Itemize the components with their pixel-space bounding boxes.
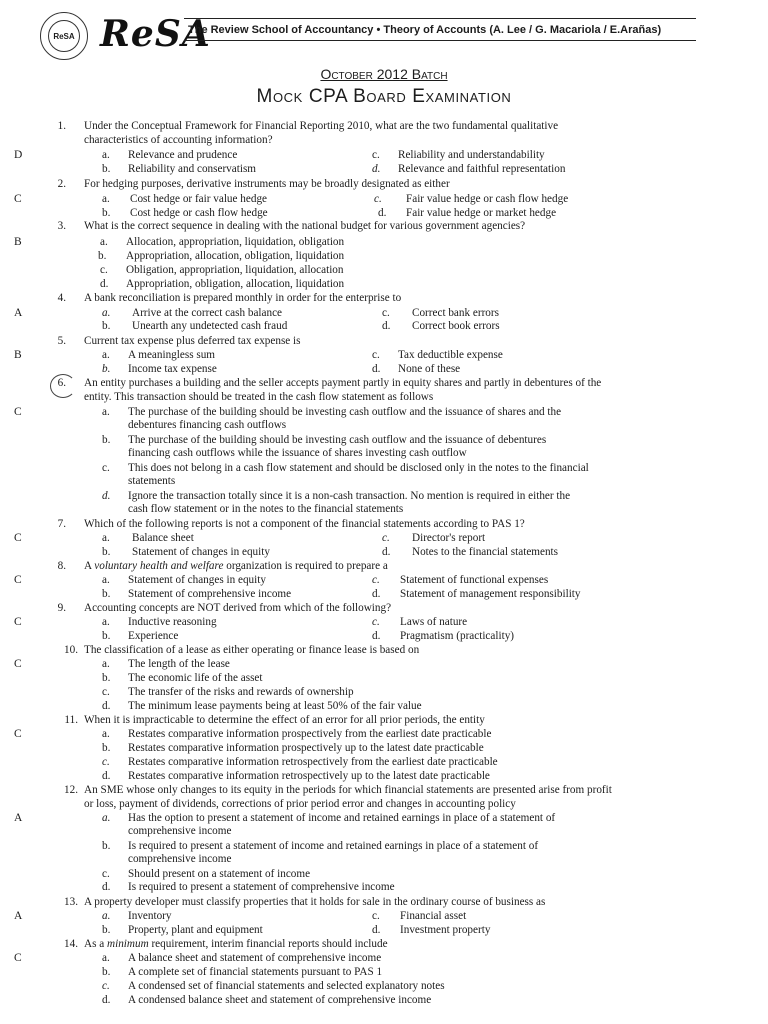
choice-marker: c. xyxy=(372,149,380,161)
choice-text: None of these xyxy=(398,363,461,375)
question-number: 3. xyxy=(57,220,66,232)
answer-key: C xyxy=(14,728,22,740)
question-number: 4. xyxy=(57,292,66,304)
question-text: A bank reconciliation is prepared monthly in order for the enterprise to xyxy=(84,292,402,304)
choice-marker: a. xyxy=(102,910,111,922)
question-text: The classification of a lease as either operating or finance lease is based on xyxy=(84,644,420,656)
choice-marker: d. xyxy=(102,770,111,782)
choice-text: Restates comparative information retrospectively up to the latest date practicable xyxy=(128,770,490,782)
course-name: Theory of Accounts (A. Lee / G. Macariola / E.Arañas) xyxy=(383,24,662,36)
question-text-pre: A xyxy=(84,560,95,572)
choice-marker: a. xyxy=(102,406,110,418)
question-text-italic: minimum xyxy=(107,938,149,950)
question-number: 11. xyxy=(64,714,78,726)
school-name: The Review School of Accountancy xyxy=(188,24,374,36)
question-text-post: requirement, interim financial reports should include xyxy=(148,938,388,950)
batch-title: October 2012 Batch xyxy=(320,66,448,82)
choice-marker: c. xyxy=(100,264,108,276)
header-bullet: • xyxy=(376,24,381,36)
choice-marker: b. xyxy=(102,588,111,600)
choice-marker: c. xyxy=(372,910,380,922)
choice-marker: b. xyxy=(102,546,111,558)
choice-text: A meaningless sum xyxy=(128,349,216,361)
choice-marker: b. xyxy=(102,207,111,219)
choice-text: comprehensive income xyxy=(128,853,232,865)
choice-marker: a. xyxy=(102,532,110,544)
question-text-italic: voluntary health and welfare xyxy=(94,560,224,572)
choice-marker: b. xyxy=(98,250,107,262)
choice-text: financing cash outflows while the issuance of shares investing cash outflow xyxy=(128,447,467,459)
question-number: 12. xyxy=(64,784,78,796)
choice-text: Appropriation, allocation, obligation, liquidation xyxy=(126,250,345,262)
question-text-pre: As a xyxy=(84,938,107,950)
question-text: A property developer must classify properties that it holds for sale in the ordinary course of business as xyxy=(84,896,546,908)
choice-text: Relevance and prudence xyxy=(128,149,238,161)
question-text xyxy=(84,560,388,573)
choice-text: Should present on a statement of income xyxy=(128,868,311,880)
choice-marker: b. xyxy=(102,840,111,852)
answer-key: A xyxy=(14,812,23,824)
choice-marker: d. xyxy=(372,630,381,642)
choice-text: A condensed set of financial statements and selected explanatory notes xyxy=(128,980,445,992)
choice-text: Unearth any undetected cash fraud xyxy=(132,320,288,332)
choice-marker: b. xyxy=(102,630,111,642)
choice-marker: d. xyxy=(372,163,381,175)
question-number: 9. xyxy=(57,602,66,614)
choice-text: comprehensive income xyxy=(128,825,232,837)
choice-marker: d. xyxy=(102,881,111,893)
choice-marker: c. xyxy=(372,574,380,586)
question-text: Under the Conceptual Framework for Financial Reporting 2010, what are the two fundamental qualitative xyxy=(84,120,559,132)
choice-text: Is required to present a statement of income and retained earnings in place of a statement of xyxy=(128,840,539,852)
choice-text: A balance sheet and statement of comprehensive income xyxy=(128,952,382,964)
question-text: For hedging purposes, derivative instruments may be broadly designated as either xyxy=(84,178,450,190)
choice-marker: d. xyxy=(372,588,381,600)
choice-text: Restates comparative information prospectively from the earliest date practicable xyxy=(128,728,492,740)
question-number: 5. xyxy=(57,335,66,347)
question-text: Current tax expense plus deferred tax expense is xyxy=(84,335,301,347)
choice-marker: c. xyxy=(102,462,110,474)
choice-marker: a. xyxy=(102,574,110,586)
choice-text: Statement of comprehensive income xyxy=(128,588,292,600)
question-text-post: organization is required to prepare a xyxy=(223,560,388,572)
choice-text: A complete set of financial statements pursuant to PAS 1 xyxy=(128,966,383,978)
choice-marker: a. xyxy=(102,149,110,161)
choice-marker: a. xyxy=(102,307,111,319)
answer-key: B xyxy=(14,236,22,248)
question-text: An entity purchases a building and the seller accepts payment partly in equity shares and partly in debentures of the xyxy=(84,377,602,389)
choice-text: Statement of functional expenses xyxy=(400,574,549,586)
choice-text: Fair value hedge or cash flow hedge xyxy=(406,193,569,205)
choice-marker: a. xyxy=(102,952,110,964)
choice-text: Ignore the transaction totally since it is a non-cash transaction. No mention is required in either the xyxy=(128,490,571,502)
choice-text: A condensed balance sheet and statement of comprehensive income xyxy=(128,994,432,1006)
choice-marker: c. xyxy=(102,756,110,768)
choice-text: Correct bank errors xyxy=(412,307,499,319)
choice-text: Restates comparative information prospectively up to the latest date practicable xyxy=(128,742,484,754)
question-number: 14. xyxy=(64,938,78,950)
choice-marker: c. xyxy=(382,532,390,544)
choice-text: Reliability and understandability xyxy=(398,149,545,161)
answer-key: D xyxy=(14,149,23,161)
choice-text: Financial asset xyxy=(400,910,467,922)
choice-marker: a. xyxy=(102,658,110,670)
choice-marker: d. xyxy=(372,924,381,936)
question-text: characteristics of accounting information? xyxy=(84,134,273,146)
choice-text: Tax deductible expense xyxy=(398,349,503,361)
question-text: Accounting concepts are NOT derived from which of the following? xyxy=(84,602,392,614)
choice-text: Balance sheet xyxy=(132,532,194,544)
question-number: 13. xyxy=(64,896,78,908)
question-number: 10. xyxy=(64,644,78,656)
choice-text: Notes to the financial statements xyxy=(412,546,559,558)
choice-text: Appropriation, obligation, allocation, liquidation xyxy=(126,278,345,290)
choice-marker: b. xyxy=(102,966,111,978)
choice-text: Statement of changes in equity xyxy=(132,546,270,558)
question-text: An SME whose only changes to its equity in the periods for which financial statements are presented arise from profit xyxy=(84,784,612,796)
choice-marker: d. xyxy=(102,994,111,1006)
choice-text: Relevance and faithful representation xyxy=(398,163,566,175)
answer-key: C xyxy=(14,193,22,205)
choice-marker: d. xyxy=(378,207,387,219)
choice-marker: b. xyxy=(102,163,111,175)
choice-text: The transfer of the risks and rewards of ownership xyxy=(128,686,354,698)
choice-marker: d. xyxy=(382,320,391,332)
choice-text: Correct book errors xyxy=(412,320,500,332)
answer-key: C xyxy=(14,658,22,670)
question-text: entity. This transaction should be treated in the cash flow statement as follows xyxy=(84,391,434,403)
choice-text: statements xyxy=(128,475,176,487)
choice-text: The purchase of the building should be investing cash outflow and the issuance of debentures xyxy=(128,434,547,446)
choice-text: Obligation, appropriation, liquidation, allocation xyxy=(126,264,344,276)
question-number: 7. xyxy=(57,518,66,530)
choice-text: Is required to present a statement of comprehensive income xyxy=(128,881,395,893)
exam-title: Mock CPA Board Examination xyxy=(256,86,512,107)
question-number: 6. xyxy=(57,377,66,389)
choice-marker: c. xyxy=(374,193,382,205)
choice-marker: a. xyxy=(102,812,111,824)
choice-text: Experience xyxy=(128,630,179,642)
answer-key: C xyxy=(14,616,22,628)
choice-marker: b. xyxy=(102,434,111,446)
resa-logo: ReSA xyxy=(100,13,211,55)
choice-marker: a. xyxy=(102,193,110,205)
choice-text: Restates comparative information retrospectively from the earliest date practicable xyxy=(128,756,498,768)
choice-marker: a. xyxy=(102,349,110,361)
choice-text: The economic life of the asset xyxy=(128,672,263,684)
choice-marker: b. xyxy=(102,742,111,754)
choice-marker: c. xyxy=(382,307,390,319)
question-number: 8. xyxy=(57,560,66,572)
question-text xyxy=(84,938,388,951)
choice-text: The purchase of the building should be investing cash outflow and the issuance of shares and the xyxy=(128,406,562,418)
choice-text: Pragmatism (practicality) xyxy=(400,630,515,642)
choice-marker: c. xyxy=(102,980,110,992)
choice-text: Inductive reasoning xyxy=(128,616,217,628)
question-number: 2. xyxy=(57,178,66,190)
choice-text: Investment property xyxy=(400,924,491,936)
choice-marker: d. xyxy=(100,278,109,290)
answer-key: C xyxy=(14,532,22,544)
choice-marker: c. xyxy=(372,349,380,361)
choice-text: Cost hedge or cash flow hedge xyxy=(130,207,268,219)
choice-marker: a. xyxy=(100,236,108,248)
choice-marker: b. xyxy=(102,320,111,332)
choice-text: Cost hedge or fair value hedge xyxy=(130,193,267,205)
choice-text: Arrive at the correct cash balance xyxy=(132,307,283,319)
question-text: Which of the following reports is not a component of the financial statements according to PAS 1? xyxy=(84,518,525,530)
choice-marker: d. xyxy=(102,490,111,502)
choice-text: Statement of changes in equity xyxy=(128,574,266,586)
choice-text: cash flow statement or in the notes to the financial statements xyxy=(128,503,404,515)
choice-text: The minimum lease payments being at least 50% of the fair value xyxy=(128,700,422,712)
choice-text: Inventory xyxy=(128,910,172,922)
choice-marker: b. xyxy=(102,672,111,684)
choice-text: Has the option to present a statement of income and retained earnings in place of a statement of xyxy=(128,812,556,824)
choice-text: Director's report xyxy=(412,532,486,544)
choice-text: The length of the lease xyxy=(128,658,230,670)
answer-key: A xyxy=(14,910,23,922)
seal-text: ReSA xyxy=(48,20,80,52)
answer-key: A xyxy=(14,307,23,319)
answer-key: C xyxy=(14,406,22,418)
choice-text: Allocation, appropriation, liquidation, obligation xyxy=(126,236,345,248)
choice-marker: d. xyxy=(102,700,111,712)
choice-text: Statement of management responsibility xyxy=(400,588,581,600)
question-text: or loss, payment of dividends, corrections of prior period error and changes in accounting policy xyxy=(84,798,516,810)
choice-text: debentures financing cash outflows xyxy=(128,419,287,431)
choice-marker: a. xyxy=(102,728,110,740)
choice-text: Property, plant and equipment xyxy=(128,924,263,936)
choice-marker: b. xyxy=(102,363,111,375)
question-number: 1. xyxy=(57,120,66,132)
choice-marker: c. xyxy=(372,616,380,628)
choice-marker: a. xyxy=(102,616,110,628)
answer-key: C xyxy=(14,574,22,586)
choice-text: This does not belong in a cash flow statement and should be disclosed only in the notes to the financial xyxy=(128,462,589,474)
choice-text: Reliability and conservatism xyxy=(128,163,257,175)
choice-marker: c. xyxy=(102,868,110,880)
answer-key: C xyxy=(14,952,22,964)
choice-marker: b. xyxy=(102,924,111,936)
choice-text: Laws of nature xyxy=(400,616,468,628)
choice-text: Income tax expense xyxy=(128,363,217,375)
answer-key: B xyxy=(14,349,22,361)
choice-marker: c. xyxy=(102,686,110,698)
choice-marker: d. xyxy=(372,363,381,375)
question-text: What is the correct sequence in dealing with the national budget for various government agencies? xyxy=(84,220,526,232)
choice-marker: d. xyxy=(382,546,391,558)
question-text: When it is impracticable to determine the effect of an error for all prior periods, the entity xyxy=(84,714,485,726)
choice-text: Fair value hedge or market hedge xyxy=(406,207,557,219)
